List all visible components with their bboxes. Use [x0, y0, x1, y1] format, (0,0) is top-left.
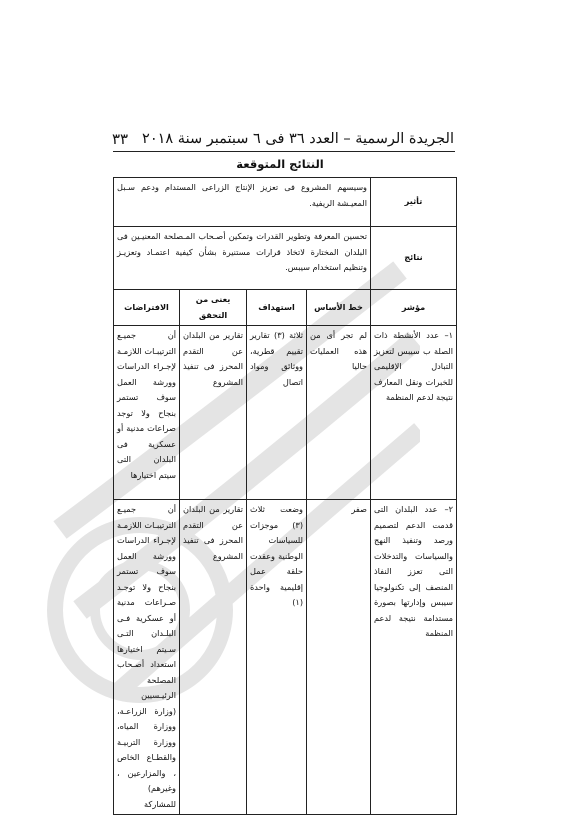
impact-label: تأثير [371, 178, 457, 227]
journal-title: الجريدة الرسمية – العدد ٣٦ فى ٦ سبتمبر سنة ٢٠١٨ [142, 131, 454, 147]
assumptions-cell: أن جميـع الترتيبـات اللازمـة لإجـراء الدراسات وورشة العمل سوف تستمر بنجاح ولا توجد صراعات مدنية أو عسكرية فى البلدان التى سيتم اختيارها [114, 326, 180, 500]
impact-text: وسيسهم المشروع فى تعزيز الإنتاج الزراعى المستدام ودعم سـبل المعيـشة الريفية. [114, 178, 371, 227]
column-header-indicator: مؤشر [371, 290, 457, 326]
verification-cell: تقارير من البلدان عن التقدم المحرز فى تنفيذ المشروع [180, 326, 247, 500]
table-row [114, 326, 457, 500]
assumptions-cell: أن جميـع الترتيبـات اللازمـة لإجـراء الدراسات وورشة العمل سوف تستمر بنجاح ولا توجـد صـراعات مدنية أو عسكرية فـى البلـدان التـى سـيتم اختيارها استعداد أصـحاب المصلحة الرئيـسيين (وزارة الزراعـة، ووزارة المياه، ووزارة التربيـة والقطـاع الخاص ، والمزارعين ، وغيرهم) للمشاركة [114, 500, 180, 815]
header-rule [113, 151, 455, 152]
indicator-cell: ١– عدد الأنشطة ذات الصلة ب سيبس لتعزيز التبادل الإقليمى للخبرات ونقل المعارف نتيجة لدعم المنظمة [371, 326, 457, 500]
target-cell: وضعت ثلاث (٣) موجزات للسياسات الوطنية وعقدت حلقة عمل إقليمية واحدة (١) [247, 500, 307, 815]
verification-cell: تقارير من البلدان عن التقدم المحرز فى تنفيذ المشروع [180, 500, 247, 815]
page-header [112, 128, 454, 150]
impact-row [114, 178, 457, 227]
baseline-cell: صفر [307, 500, 371, 815]
outcome-label: نتائج [371, 227, 457, 290]
outcome-row [114, 227, 457, 290]
column-header-verification: يعنى من التحقق [180, 290, 247, 326]
target-cell: ثلاثة (٣) تقارير تقييم قطرية، ووثائق ومواد اتصال [247, 326, 307, 500]
indicator-cell: ٢– عدد البلدان التى قدمت الدعم لتصميم ورصد وتنفيذ النهج والسياسات والتدخلات التى تعزز النفاذ المنصف إلى تكنولوجيا سيبس وإدارتها بصورة مستدامة نتيجة لدعم المنظمة [371, 500, 457, 815]
section-title: النتائج المتوقعة [236, 157, 324, 171]
column-header-target: استهداف [247, 290, 307, 326]
page-number: ٣٣ [112, 130, 129, 148]
table-row [114, 500, 457, 815]
column-header-assumptions: الافتراضات [114, 290, 180, 326]
baseline-cell: لم تجر أى من هذه العمليات حاليا [307, 326, 371, 500]
column-header-baseline: خط الأساس [307, 290, 371, 326]
results-table [113, 177, 457, 815]
column-header-row [114, 290, 457, 326]
outcome-text: تحسين المعرفة وتطوير القدرات وتمكين أصـحاب المـصلحة المعنيـين فى البلدان المختارة لاتخاذ قرارات مستنيرة بشأن كيفية اعتمـاد وتعزيـز وتنظيم استخدام سيبس. [114, 227, 371, 290]
